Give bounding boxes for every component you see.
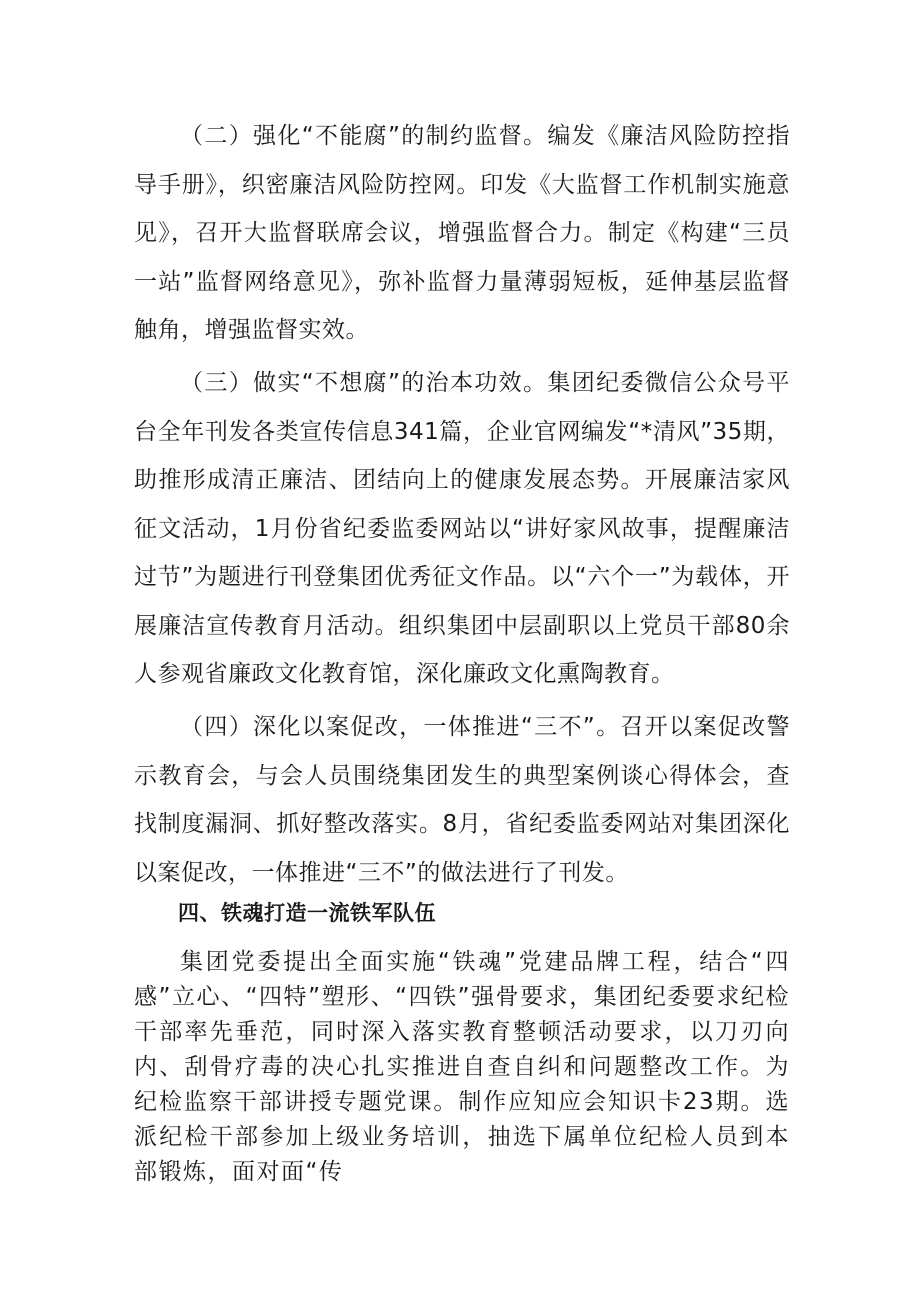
paragraph-education: （三）做实“不想腐”的治本功效。集团纪委微信公众号平台全年刊发各类宣传信息341篇，企业官网编发“*清风”35期，助推形成清正廉洁、团结向上的健康发展态势。开展廉洁家风征文活动，1月份省纪委监委网站以“讲好家风故事，提醒廉洁过节”为题进行刊登集团优秀征文作品。以“六个一”为载体，开展廉洁宣传教育月活动。组织集团中层副职以上党员干部80余人参观省廉政文化教育馆，深化廉政文化熏陶教育。: [134, 370, 790, 687]
section-heading: 四、铁魂打造一流铁军队伍: [178, 901, 436, 925]
paragraph-team-building: 集团党委提出全面实施“铁魂”党建品牌工程，结合“四感”立心、“四特”塑形、“四铁”强骨要求，集团纪委要求纪检干部率先垂范，同时深入落实教育整顿活动要求，以刀刃向内、刮骨疗毒的决心扎实推进自查自纠和问题整改工作。为纪检监察干部讲授专题党课。制作应知应会知识卡23期。选派纪检干部参加上级业务培训，抽选下属单位纪检人员到本部锻炼，面对面“传: [134, 949, 790, 1185]
paragraph-supervision: （二）强化“不能腐”的制约监督。编发《廉洁风险防控指导手册》，织密廉洁风险防控网。印发《大监督工作机制实施意见》，召开大监督联席会议，增强监督合力。制定《构建“三员一站”监督网络意见》，弥补监督力量薄弱短板，延伸基层监督触角，增强监督实效。: [134, 123, 790, 343]
paragraph-case-reform: （四）深化以案促改，一体推进“三不”。召开以案促改警示教育会，与会人员围绕集团发生的典型案例谈心得体会，查找制度漏洞、抓好整改落实。8月，省纪委监委网站对集团深化以案促改，一体推进“三不”的做法进行了刊发。: [134, 714, 790, 886]
